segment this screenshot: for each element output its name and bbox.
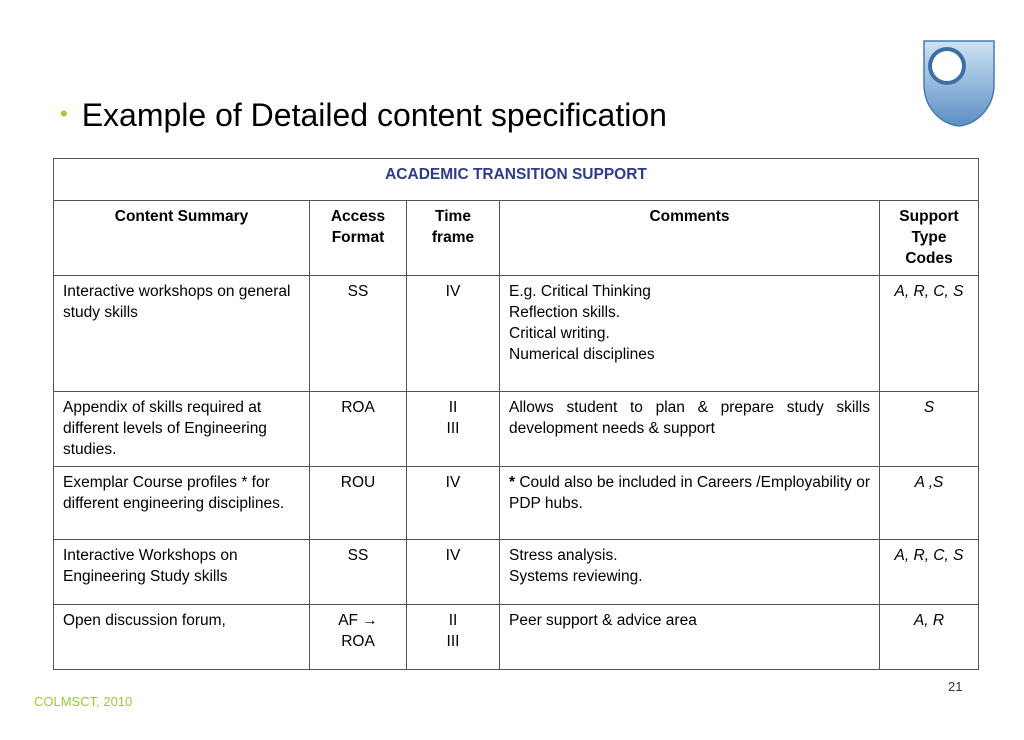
cell-comments (500, 467, 880, 540)
cell-access-format (310, 605, 407, 670)
comment-line: Could also be included in Careers /Employability or PDP hubs. (509, 474, 871, 512)
time-frame-value: IV (445, 547, 461, 564)
table-row (54, 605, 979, 670)
access-format-value: ROA (341, 633, 375, 650)
cell-access-format (310, 276, 407, 392)
time-frame-value: II (448, 399, 458, 416)
access-format-value: ROU (340, 474, 376, 491)
access-format-value: ROA (341, 399, 375, 416)
cell-time-frame (407, 605, 500, 670)
access-format-value: AF → (338, 612, 378, 629)
table-row (54, 540, 979, 605)
page-number: 21 (948, 679, 963, 694)
cell-support-codes: A, R (880, 605, 979, 670)
cell-content-summary: Appendix of skills required at different levels of Engineering studies. (54, 392, 310, 467)
table-row (54, 467, 979, 540)
comment-line: Allows student to plan & prepare study skills development needs & support (509, 399, 870, 437)
time-frame-value: IV (445, 283, 461, 300)
cell-access-format (310, 392, 407, 467)
cell-content-summary: Open discussion forum, (54, 605, 310, 670)
comment-line: Peer support & advice area (509, 612, 697, 629)
bullet-icon: • (60, 101, 68, 126)
content-specification-table (53, 158, 979, 670)
cell-access-format (310, 540, 407, 605)
time-frame-value: III (446, 420, 460, 437)
comment-line: Numerical disciplines (509, 346, 655, 363)
table-row (54, 276, 979, 392)
cell-comments (500, 276, 880, 392)
header-access-format: Access Format (310, 201, 407, 276)
comment-line: Critical writing. (509, 325, 610, 342)
access-format-value: SS (347, 547, 369, 564)
cell-content-summary: Interactive Workshops on Engineering Study skills (54, 540, 310, 605)
comment-line: Systems reviewing. (509, 568, 643, 585)
table-banner: ACADEMIC TRANSITION SUPPORT (54, 159, 979, 201)
table-row (54, 392, 979, 467)
comment-line: E.g. Critical Thinking (509, 283, 651, 300)
access-format-value: SS (347, 283, 369, 300)
cell-time-frame (407, 392, 500, 467)
header-time-frame: Time frame (407, 201, 500, 276)
cell-support-codes: S (880, 392, 979, 467)
cell-comments (500, 392, 880, 467)
comment-line: Reflection skills. (509, 304, 621, 321)
time-frame-value: IV (445, 474, 461, 491)
table-banner-row (54, 159, 979, 201)
header-comments: Comments (500, 201, 880, 276)
open-university-shield-logo (921, 38, 997, 128)
comment-asterisk: * (509, 474, 516, 491)
time-frame-value: II (448, 612, 458, 629)
cell-time-frame (407, 467, 500, 540)
cell-content-summary: Interactive workshops on general study skills (54, 276, 310, 392)
cell-comments (500, 605, 880, 670)
cell-support-codes: A, R, C, S (880, 540, 979, 605)
footer-text: COLMSCT, 2010 (34, 694, 133, 709)
cell-content-summary: Exemplar Course profiles * for different engineering disciplines. (54, 467, 310, 540)
time-frame-value: III (446, 633, 460, 650)
cell-access-format (310, 467, 407, 540)
table-header-row (54, 201, 979, 276)
slide-title-text: Example of Detailed content specification (81, 97, 667, 133)
comment-line: Stress analysis. (509, 547, 618, 564)
cell-comments (500, 540, 880, 605)
header-content-summary: Content Summary (54, 201, 310, 276)
slide-title (60, 94, 667, 135)
cell-support-codes: A ,S (880, 467, 979, 540)
cell-time-frame (407, 540, 500, 605)
cell-support-codes: A, R, C, S (880, 276, 979, 392)
header-support-codes: Support Type Codes (880, 201, 979, 276)
cell-time-frame (407, 276, 500, 392)
